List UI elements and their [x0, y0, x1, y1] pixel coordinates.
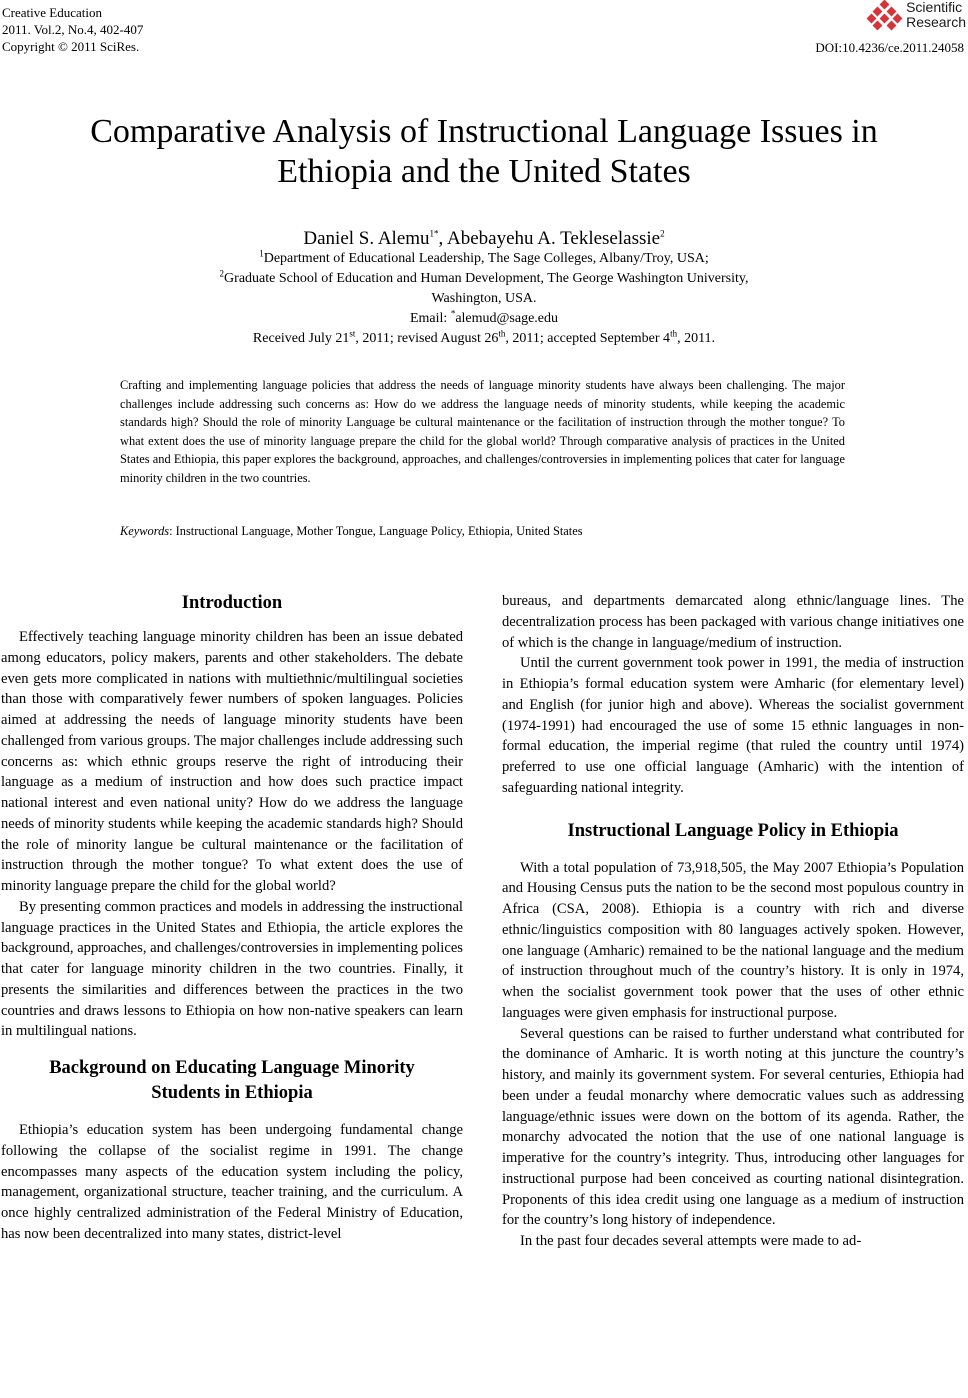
- section-heading-background: Background on Educating Language Minority Students in Ethiopia: [49, 1058, 415, 1103]
- logo-diamonds-icon: [868, 1, 902, 29]
- journal-header: [2, 4, 143, 55]
- paragraph: In the past four decades several attempts were made to ad-: [520, 1233, 862, 1249]
- journal-volume: 2011. Vol.2, No.4, 402-407: [2, 22, 144, 37]
- paragraph: Several questions can be raised to further understand what contributed for the dominance of Amharic. It is worth noting at this juncture the country’s history, and mainly its government system. For several centuries, Ethiopia had been under a feudal monarchy where democratic values such as addressing language/ethnic issues were down on the bottom of its agenda. Rather, the monarchy advocated the notion that the use of one national language is imperative for the country’s integrity. Thus, introducing other languages for instructional purpose had been conceived as courting national disintegration. Proponents of this idea credit using one language as a medium of instruction for the country’s long history of independence.: [502, 1025, 964, 1229]
- logo-text: Scientific Research: [906, 0, 966, 30]
- copyright-line: Copyright © 2011 SciRes.: [2, 39, 140, 54]
- left-column: [1, 589, 463, 1245]
- paper-title: Comparative Analysis of Instructional Language Issues in Ethiopia and the United States: [90, 113, 878, 190]
- right-column: [502, 591, 964, 1252]
- paragraph: Until the current government took power in 1991, the media of instruction in Ethiopia’s formal education system were Amharic (for elementary level) and English (for junior high and above). Whereas the socialist government (1974-1991) had encouraged the use of some 15 ethnic languages in non-formal education, the imperial regime (that ruled the country until 1974) preferred to use one official language (Amharic) with the intention of safeguarding national integrity.: [502, 655, 964, 796]
- email-line: Email: *alemud@sage.edu: [409, 308, 559, 326]
- paragraph: bureaus, and departments demarcated along ethnic/language lines. The decentralization process has been packaged with various change initiatives one of which is the change in language/medium of instruction.: [502, 593, 964, 651]
- abstract: Crafting and implementing language policies that address the needs of language minority students have always been challenging. The major challenges include addressing such concerns as: How do we address the language needs of minority students, while keeping the academic standards high? Should the role of minority Language be cultural maintenance or the facilitation of instruction through the mother tongue? To what extent does the use of minority language prepare the child for the global world? Through comparative analysis of practices in the United States and Ethiopia, this paper explores the background, approaches, and challenges/controversies in implementing polices that cater for language minority children in the two countries.: [120, 378, 845, 485]
- affiliations: [0, 249, 968, 349]
- paragraph: Ethiopia’s education system has been undergoing fundamental change following the collapse of the socialist regime in 1991. The change encompasses many aspects of the education system including the policy, management, organizational structure, teacher training, and the curriculum. A once highly centralized administration of the Federal Ministry of Education, has now been decentralized into many states, district-level: [1, 1122, 463, 1242]
- affiliation-2-location: Washington, USA.: [431, 291, 537, 306]
- paragraph: Effectively teaching language minority children has been an issue debated among educators, policy makers, parents and other stakeholders. The debate even gets more complicated in nations with multiethnic/multilingual societies than those with comparatively fewer numbers of spoken languages. Policies aimed at addressing the needs of language minority students have been challenged from various groups. The major challenges include addressing such concerns as: which ethnic groups reserve the right of introducing their language as a medium of instruction and how does such practice impact national interest and even national unity? How do we address the language needs of minority students while keeping the academic standards high? Should the role of minority langue be cultural maintenance or the facilitation of instruction through the mother tongue? To what extent does the use of minority language prepare the child for the global world?: [1, 629, 463, 894]
- affiliation-1: $^1$Department of Educational Leadership, The Sage Colleges, Albany/Troy, USA;: [259, 248, 709, 266]
- paragraph: With a total population of 73,918,505, the May 2007 Ethiopia’s Population and Housing Census puts the nation to be the second most populous country in Africa (CSA, 2008). Ethiopia is a country with rich and diverse ethnic/linguistics composition with 80 languages actively spoken. However, one language (Amharic) remained to be the national language and the medium of instruction throughout much of the country’s history. It is only in 1974, when the socialist government took power that the uses of other ethnic languages were given emphasis for instructional purpose.: [502, 859, 964, 1021]
- received-dates: Received July 21st, 2011; revised August 26th, 2011; accepted September 4th, 2011.: [252, 328, 716, 346]
- scientific-research-logo: [868, 0, 966, 30]
- doi: DOI:10.4236/ce.2011.24058: [815, 40, 964, 55]
- affiliation-2: $^2$Graduate School of Education and Human Development, The George Washington University,: [219, 268, 749, 286]
- email-link[interactable]: alemud@sage.edu: [455, 311, 559, 326]
- journal-name: Creative Education: [2, 5, 102, 20]
- keywords: Keywords: Instructional Language, Mother Tongue, Language Policy, Ethiopia, United States: [120, 524, 583, 538]
- paragraph: By presenting common practices and models in addressing the instructional language practices in the United States and Ethiopia, the article explores the background, approaches, and challenges/controversies in implementing polices that cater for language minority children in the two countries. Finally, it presents the similarities and differences between the practices in the two countries and draws lessons to Ethiopia on how non-native speakers can learn in multilingual nations.: [1, 898, 463, 1040]
- section-heading-introduction: Introduction: [181, 593, 283, 613]
- authors: Daniel S. Alemu$^{1*}$, Abebayehu A. Tekleselassie$^2$: [303, 228, 665, 249]
- section-heading-instructional-language-policy: Instructional Language Policy in Ethiopia: [567, 820, 899, 841]
